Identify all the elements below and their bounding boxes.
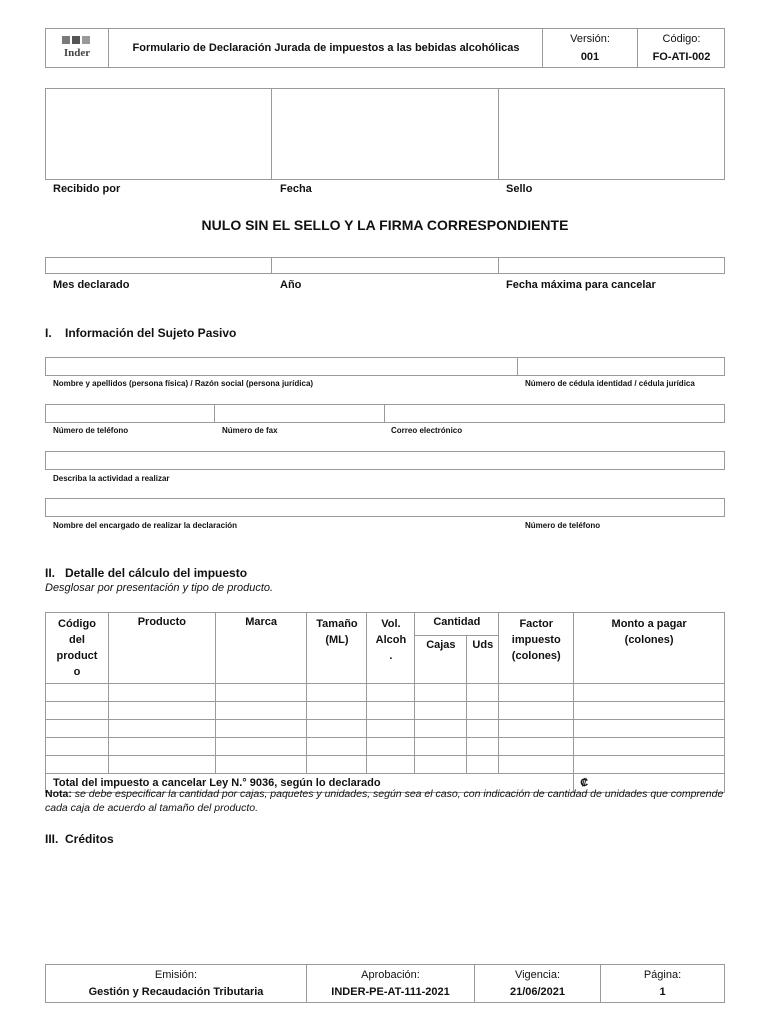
manager-label: Nombre del encargado de realizar la declaración — [53, 521, 238, 530]
total-label: Total del impuesto a cancelar Ley N.° 9036, según lo declarado — [46, 774, 574, 793]
month-label: Mes declarado — [53, 279, 130, 291]
version-value: 001 — [580, 51, 600, 63]
year-field[interactable] — [271, 257, 499, 274]
col-vol: Vol. Alcoh . — [367, 613, 415, 684]
fax-label: Número de fax — [222, 426, 278, 435]
name-field[interactable] — [45, 357, 518, 376]
form-title: Formulario de Declaración Jurada de impuestos a las bebidas alcohólicas — [132, 42, 520, 54]
col-product: Producto — [108, 613, 215, 684]
col-size: Tamaño (ML) — [307, 613, 367, 684]
stamp-label: Sello — [506, 183, 533, 195]
emission-value: Gestión y Recaudación Tributaria — [88, 986, 264, 998]
validity-value: 21/06/2021 — [509, 986, 566, 998]
activity-label: Describa la actividad a realizar — [53, 474, 170, 483]
table-row — [46, 756, 725, 774]
logo-text: Inder — [63, 47, 91, 59]
date-label: Fecha — [280, 183, 312, 195]
col-code: Código del product o — [46, 613, 109, 684]
col-amount: Monto a pagar (colones) — [574, 613, 725, 684]
code-value: FO-ATI-002 — [652, 51, 711, 63]
validity-label: Vigencia: — [514, 969, 561, 981]
table-row — [46, 702, 725, 720]
col-factor: Factor impuesto (colones) — [499, 613, 574, 684]
deadline-label: Fecha máxima para cancelar — [506, 279, 656, 291]
page-value: 1 — [659, 986, 666, 998]
colon-symbol: ₡ — [580, 777, 589, 789]
year-label: Año — [280, 279, 302, 291]
email-field[interactable] — [384, 404, 725, 423]
deadline-field[interactable] — [498, 257, 725, 274]
email-label: Correo electrónico — [391, 426, 463, 435]
phone-label: Número de teléfono — [53, 426, 129, 435]
table-row — [46, 738, 725, 756]
received-by-field[interactable] — [45, 88, 272, 180]
id-label: Número de cédula identidad / cédula jurídica — [525, 379, 695, 388]
manager-field[interactable] — [45, 498, 725, 517]
section1-title: I. Información del Sujeto Pasivo — [45, 326, 237, 340]
col-units: Uds — [467, 636, 499, 684]
emission-label: Emisión: — [154, 969, 198, 981]
table-row — [46, 720, 725, 738]
col-brand: Marca — [215, 613, 307, 684]
col-qty: Cantidad — [415, 613, 499, 636]
section2-title: II. Detalle del cálculo del impuesto — [45, 566, 248, 580]
manager-phone-label: Número de teléfono — [525, 521, 601, 530]
table-row — [46, 684, 725, 702]
fax-field[interactable] — [214, 404, 385, 423]
warning-title: NULO SIN EL SELLO Y LA FIRMA CORRESPONDIENTE — [201, 217, 569, 233]
note-text: se debe especificar la cantidad por cajas, paquetes y unidades, según sea el caso, con indicación de cantidad de unidades que comprende cada caja de acuerdo al tamaño del producto. — [45, 788, 724, 814]
note — [45, 787, 735, 815]
month-field[interactable] — [45, 257, 272, 274]
section3-title: III. Créditos — [45, 832, 114, 846]
code-label: Código: — [662, 33, 701, 45]
approval-value: INDER-PE-AT-111-2021 — [331, 986, 450, 998]
activity-field[interactable] — [45, 451, 725, 470]
stamp-field[interactable] — [498, 88, 725, 180]
received-by-label: Recibido por — [53, 183, 121, 195]
page-label: Página: — [643, 969, 682, 981]
note-label: Nota: — [45, 788, 72, 800]
version-label: Versión: — [570, 33, 610, 45]
tax-table — [45, 612, 725, 793]
phone-field[interactable] — [45, 404, 215, 423]
name-label: Nombre y apellidos (persona física) / Razón social (persona jurídica) — [53, 379, 314, 388]
section2-subtitle: Desglosar por presentación y tipo de producto. — [45, 582, 274, 594]
date-field[interactable] — [271, 88, 499, 180]
logo — [60, 35, 94, 60]
col-boxes: Cajas — [415, 636, 467, 684]
id-field[interactable] — [517, 357, 725, 376]
approval-label: Aprobación: — [361, 969, 420, 981]
